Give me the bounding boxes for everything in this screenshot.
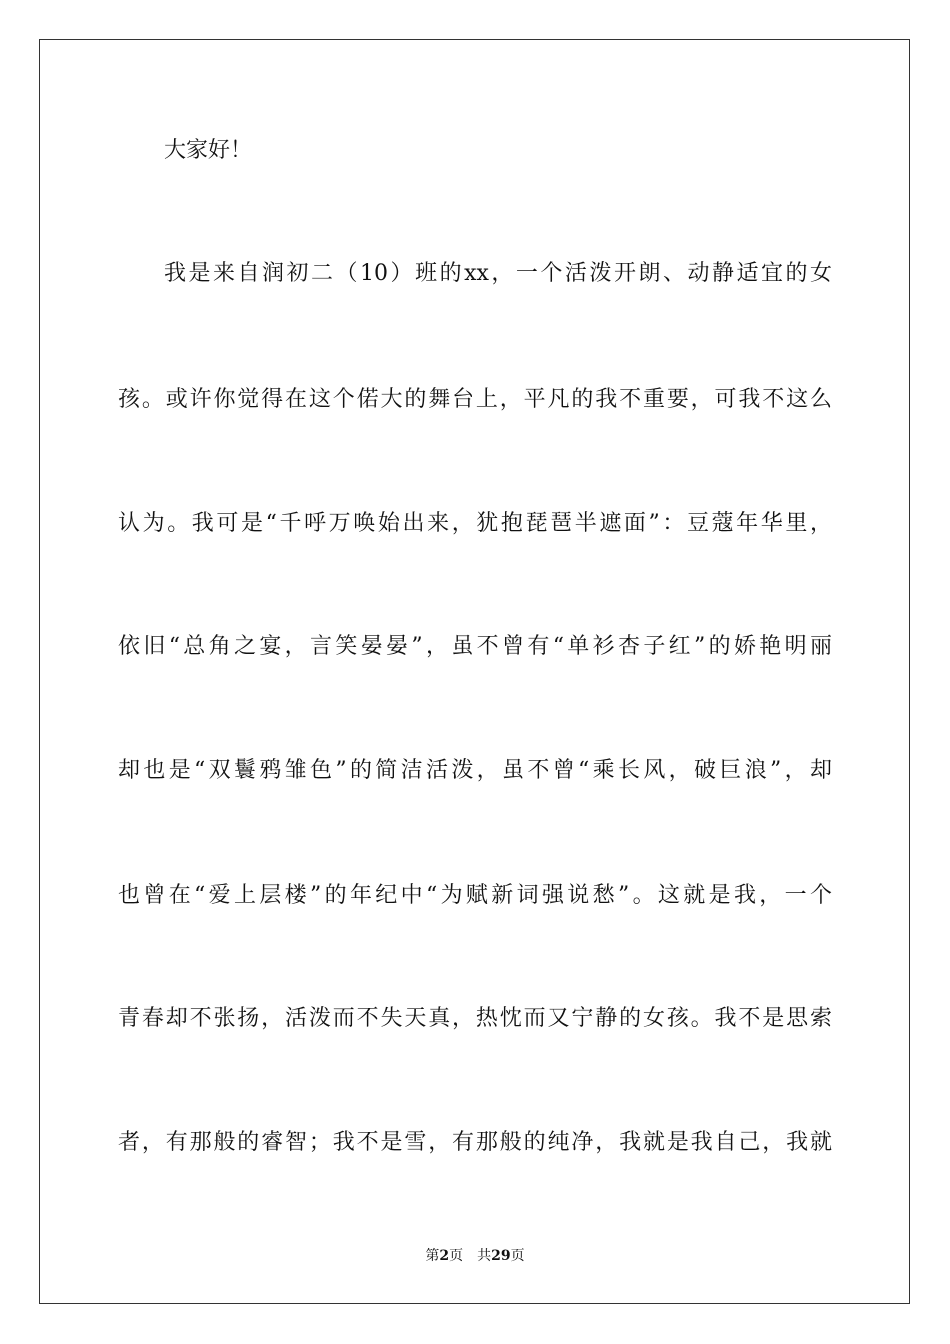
page-number: 2 xyxy=(439,1248,450,1264)
paragraph-line: 孩。或许你觉得在这个偌大的舞台上，平凡的我不重要，可我不这么 xyxy=(118,387,832,412)
page-label-prefix: 第 xyxy=(425,1248,440,1264)
total-pages: 29 xyxy=(491,1248,511,1264)
total-label-prefix: 共 xyxy=(477,1248,492,1264)
greeting-text: 大家好！ xyxy=(164,138,253,163)
paragraph-line: 依旧“总角之宴，言笑晏晏”，虽不曾有“单衫杏子红”的娇艳明丽 xyxy=(118,634,832,659)
total-label-suffix: 页 xyxy=(510,1248,525,1264)
paragraph-line: 也曾在“爱上层楼”的年纪中“为赋新词强说愁”。这就是我，一个 xyxy=(118,883,832,908)
paragraph-line: 我是来自润初二（10）班的xx，一个活泼开朗、动静适宜的女 xyxy=(164,261,832,286)
page-footer xyxy=(0,1246,950,1266)
paragraph-line: 却也是“双鬟鸦雏色”的简洁活泼，虽不曾“乘长风，破巨浪”，却 xyxy=(118,758,832,783)
page-label-suffix: 页 xyxy=(449,1248,464,1264)
paragraph-line: 青春却不张扬，活泼而不失天真，热忱而又宁静的女孩。我不是思索 xyxy=(118,1006,832,1031)
paragraph-line: 认为。我可是“千呼万唤始出来，犹抱琵琶半遮面”：豆蔻年华里， xyxy=(118,511,832,536)
page-border xyxy=(39,39,910,1304)
paragraph-line: 者，有那般的睿智；我不是雪，有那般的纯净，我就是我自己，我就 xyxy=(118,1130,832,1155)
